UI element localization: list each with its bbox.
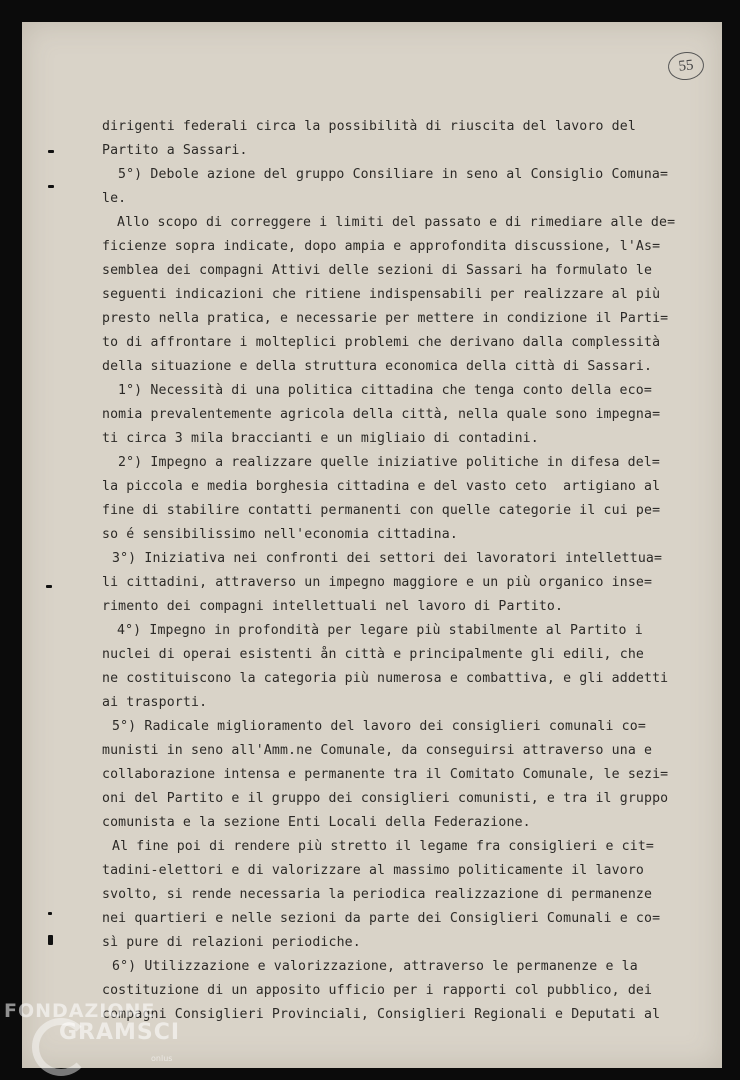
- watermark-line3: onlus: [151, 1054, 173, 1063]
- text-line: costituzione di un apposito ufficio per i rapporti col pubblico, dei: [102, 983, 653, 998]
- text-line: ti circa 3 mila braccianti e un migliaio di contadini.: [102, 431, 539, 446]
- archive-watermark: [4, 998, 204, 1076]
- text-line: 2°) Impegno a realizzare quelle iniziative politiche in difesa del=: [118, 455, 660, 470]
- text-line: oni del Partito e il gruppo dei consiglieri comunisti, e tra il gruppo: [102, 791, 669, 806]
- text-line: munisti in seno all'Amm.ne Comunale, da conseguirsi attraverso una e: [102, 743, 653, 758]
- text-line: compagni Consiglieri Provinciali, Consiglieri Regionali e Deputati al: [102, 1007, 661, 1022]
- text-line: presto nella pratica, e necessarie per mettere in condizione il Parti=: [102, 311, 669, 326]
- text-line: ficienze sopra indicate, dopo ampia e approfondita discussione, l'As=: [102, 239, 661, 254]
- text-line: to di affrontare i molteplici problemi che derivano dalla complessità: [102, 335, 661, 350]
- text-line: le.: [102, 191, 127, 206]
- margin-mark: [48, 185, 54, 188]
- text-line: ne costituiscono la categoria più numerosa e combattiva, e gli addetti: [102, 671, 669, 686]
- text-line: 5°) Radicale miglioramento del lavoro dei consiglieri comunali co=: [112, 719, 646, 734]
- text-line: tadini-elettori e di valorizzare al massimo politicamente il lavoro: [102, 863, 644, 878]
- text-line: semblea dei compagni Attivi delle sezioni di Sassari ha formulato le: [102, 263, 653, 278]
- text-line: so é sensibilissimo nell'economia cittadina.: [102, 527, 458, 542]
- text-line: fine di stabilire contatti permanenti con quelle categorie il cui pe=: [102, 503, 661, 518]
- text-line: Allo scopo di correggere i limiti del passato e di rimediare alle de=: [117, 215, 676, 230]
- text-line: 4°) Impegno in profondità per legare più stabilmente al Partito i: [117, 623, 643, 638]
- text-line: 6°) Utilizzazione e valorizzazione, attraverso le permanenze e la: [112, 959, 638, 974]
- text-line: nomia prevalentemente agricola della città, nella quale sono impegna=: [102, 407, 661, 422]
- text-line: comunista e la sezione Enti Locali della Federazione.: [102, 815, 531, 830]
- text-line: Partito a Sassari.: [102, 143, 248, 158]
- watermark-line1: FONDAZIONE: [4, 1000, 156, 1022]
- text-line: nuclei di operai esistenti ån città e principalmente gli edili, che: [102, 647, 644, 662]
- margin-mark: [48, 912, 52, 915]
- text-line: li cittadini, attraverso un impegno maggiore e un più organico inse=: [102, 575, 653, 590]
- margin-mark: [48, 935, 53, 945]
- text-line: 1°) Necessità di una politica cittadina che tenga conto della eco=: [118, 383, 652, 398]
- text-line: dirigenti federali circa la possibilità di riuscita del lavoro del: [102, 119, 636, 134]
- text-line: ai trasporti.: [102, 695, 208, 710]
- text-line: della situazione e della struttura economica della città di Sassari.: [102, 359, 653, 374]
- text-line: svolto, si rende necessaria la periodica realizzazione di permanenze: [102, 887, 653, 902]
- text-line: sì pure di relazioni periodiche.: [102, 935, 361, 950]
- text-line: nei quartieri e nelle sezioni da parte dei Consiglieri Comunali e co=: [102, 911, 661, 926]
- text-line: Al fine poi di rendere più stretto il legame fra consiglieri e cit=: [112, 839, 654, 854]
- watermark-line2: GRAMSCI: [59, 1020, 181, 1045]
- text-line: seguenti indicazioni che ritiene indispensabili per realizzare al più: [102, 287, 661, 302]
- text-line: collaborazione intensa e permanente tra il Comitato Comunale, le sezi=: [102, 767, 669, 782]
- text-line: rimento dei compagni intellettuali nel lavoro di Partito.: [102, 599, 564, 614]
- text-line: 5°) Debole azione del gruppo Consiliare in seno al Consiglio Comuna=: [118, 167, 669, 182]
- margin-mark: [48, 150, 54, 153]
- text-line: 3°) Iniziativa nei confronti dei settori dei lavoratori intellettua=: [112, 551, 663, 566]
- page-number-stamp: 55: [667, 50, 706, 82]
- margin-mark: [46, 585, 52, 588]
- text-line: la piccola e media borghesia cittadina e del vasto ceto artigiano al: [102, 479, 661, 494]
